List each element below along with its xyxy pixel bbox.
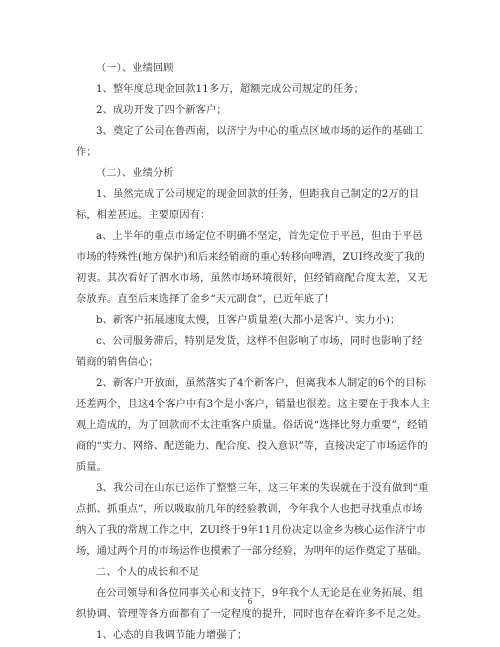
paragraph: 3、奠定了公司在鲁西南，以济宁为中心的重点区域市场的运作的基础工作； [76,126,424,158]
paragraph: 1、虽然完成了公司规定的现金回款的任务，但距我自己制定的2万的目标，相差甚远。主要原因有： [76,189,420,221]
paragraph: 1、整年度总现金回款11多万，超额完成公司规定的任务； [96,84,364,95]
section-heading-performance-analysis: （二）、业绩分析 [96,168,174,179]
paragraph: a、上半年的重点市场定位不明确不坚定，首先定位于平邑，但由于平邑市场的特殊性(地方保护)和后来经销商的重心转移向啤酒，ZUI终改变了我的初衷。其次看好了泗水市场，虽然市场环境很好，但经销商配合度太差，又无奈放弃。直至后来选择了金乡“天元副食”，已近年底了! [76,231,428,305]
section-heading-personal-growth: 二、个人的成长和不足 [96,567,200,578]
page-number: 6 [247,597,253,606]
paragraph: 3、我公司在山东已运作了整整三年，这三年来的失误就在于没有做到“重点抓、抓重点”，所以吸取前几年的经验教训，今年我个人也把寻找重点市场纳入了我的常规工作之中，ZUI终于9年11月份决定以金乡为核心运作济宁市场，通过两个月的市场运作也摸索了一部分经验，为明年的运作奠定了基础。 [76,483,429,557]
section-heading-performance-review: （一）、业绩回顾 [96,63,174,74]
paragraph: c、公司服务滞后，特别是发货，这样不但影响了市场，同时也影响了经销商的销售信心； [76,336,423,368]
paragraph: 2、成功开发了四个新客户； [96,105,227,116]
paragraph: 2、新客户开放面，虽然落实了4个新客户，但离我本人制定的6个的目标还差两个，且这4个客户中有3个是小客户，销量也很差。这主要在于我本人主观上造成的，为了回款而不太注重客户质量。俗话说“选择比努力重要”，经销商的“实力、网络、配送能力、配合度、投入意识”等，直接决定了市场运作的质量。 [76,378,431,473]
document-body [76,58,432,646]
paragraph: 在公司领导和各位同事关心和支持下，9年我个人无论是在业务拓展、组织协调、管理等各方面都有了一定程度的提升，同时也存在着许多不足之处。 [76,588,428,620]
paragraph: 1、心态的自我调节能力增强了； [96,630,248,641]
paragraph: b、新客户拓展速度太慢，且客户质量差(大都小是客户、实力小)； [96,315,401,326]
